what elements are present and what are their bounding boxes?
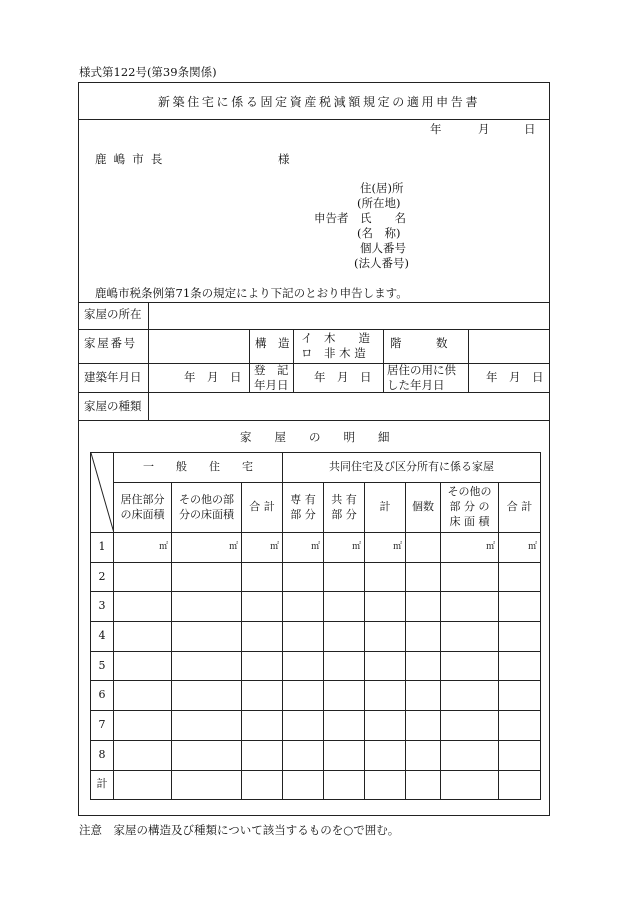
registered-label-1: 登 記 xyxy=(254,363,289,377)
col-other-area: その他の部 分の床面積 xyxy=(172,483,242,533)
table-row xyxy=(91,770,541,800)
table-cell[interactable] xyxy=(365,592,406,622)
table-cell[interactable] xyxy=(499,651,541,681)
area-unit[interactable]: ㎡ xyxy=(172,533,242,563)
table-cell[interactable] xyxy=(441,622,499,652)
declaration-text: 鹿嶋市税条例第71条の規定により下記のとおり申告します。 xyxy=(95,286,408,300)
table-cell[interactable] xyxy=(324,740,365,770)
table-cell[interactable] xyxy=(441,592,499,622)
area-unit[interactable]: ㎡ xyxy=(324,533,365,563)
table-cell[interactable] xyxy=(406,740,441,770)
table-cell[interactable] xyxy=(441,651,499,681)
table-cell[interactable] xyxy=(172,711,242,741)
table-cell[interactable] xyxy=(172,592,242,622)
note-text: 注意 家屋の構造及び種類について該当するものを○で囲む。 xyxy=(79,823,400,837)
col-exclusive-part: 専 有 部 分 xyxy=(283,483,324,533)
table-cell[interactable] xyxy=(172,770,242,800)
table-cell[interactable] xyxy=(283,770,324,800)
table-cell[interactable] xyxy=(172,562,242,592)
table-cell[interactable] xyxy=(324,622,365,652)
table-cell[interactable] xyxy=(114,622,172,652)
table-cell[interactable] xyxy=(324,562,365,592)
table-cell[interactable] xyxy=(499,592,541,622)
area-unit[interactable]: ㎡ xyxy=(499,533,541,563)
table-cell[interactable] xyxy=(406,770,441,800)
location-label: 家屋の所在 xyxy=(84,307,142,321)
table-cell[interactable] xyxy=(283,562,324,592)
row-number: 7 xyxy=(91,711,114,741)
table-cell[interactable] xyxy=(406,681,441,711)
table-cell[interactable] xyxy=(499,711,541,741)
form-number-label: 様式第122号(第39条関係) xyxy=(79,65,217,79)
applicant-corporate-number: (法人番号) xyxy=(354,256,409,270)
date-year: 年 xyxy=(430,122,442,136)
table-cell[interactable] xyxy=(324,770,365,800)
residence-date-value: 年 月 日 xyxy=(486,370,544,384)
table-row xyxy=(91,533,541,563)
table-cell[interactable] xyxy=(499,770,541,800)
row-number: 8 xyxy=(91,740,114,770)
table-cell[interactable] xyxy=(499,622,541,652)
structure-label: 構 造 xyxy=(255,336,290,350)
diagonal-line xyxy=(91,453,114,533)
general-house-header: 一 般 住 宅 xyxy=(114,453,283,483)
table-cell[interactable] xyxy=(406,651,441,681)
table-cell[interactable] xyxy=(406,622,441,652)
registered-date-value: 年 月 日 xyxy=(314,370,372,384)
table-cell[interactable] xyxy=(499,681,541,711)
table-cell[interactable] xyxy=(283,592,324,622)
table-cell[interactable] xyxy=(365,770,406,800)
table-cell[interactable] xyxy=(365,562,406,592)
table-cell[interactable] xyxy=(114,681,172,711)
applicant-address-sub: (所在地) xyxy=(357,196,401,210)
col-common-part: 共 有 部 分 xyxy=(324,483,365,533)
registered-label-2: 年月日 xyxy=(254,378,289,392)
table-row xyxy=(91,592,541,622)
table-cell[interactable] xyxy=(441,711,499,741)
table-cell[interactable] xyxy=(172,622,242,652)
col-units: 個数 xyxy=(406,483,441,533)
table-cell[interactable] xyxy=(242,681,283,711)
addressee: 鹿 嶋 市 長 xyxy=(95,152,165,166)
table-cell[interactable] xyxy=(324,651,365,681)
row-number: 計 xyxy=(91,770,114,800)
area-unit[interactable]: ㎡ xyxy=(114,533,172,563)
table-cell[interactable] xyxy=(172,681,242,711)
table-cell[interactable] xyxy=(242,622,283,652)
table-cell[interactable] xyxy=(242,592,283,622)
table-row xyxy=(91,681,541,711)
table-row xyxy=(91,651,541,681)
table-cell[interactable] xyxy=(365,681,406,711)
table-cell[interactable] xyxy=(441,740,499,770)
date-month: 月 xyxy=(478,122,490,136)
residence-label-1: 居住の用に供 xyxy=(387,363,456,377)
table-row xyxy=(91,622,541,652)
table-cell[interactable] xyxy=(114,711,172,741)
shared-house-header: 共同住宅及び区分所有に係る家屋 xyxy=(283,453,541,483)
residence-label-2: した年月日 xyxy=(387,378,445,392)
area-unit[interactable]: ㎡ xyxy=(283,533,324,563)
details-table xyxy=(90,452,541,800)
table-cell[interactable] xyxy=(283,651,324,681)
table-cell[interactable] xyxy=(406,711,441,741)
table-cell[interactable] xyxy=(499,740,541,770)
built-date-value: 年 月 日 xyxy=(184,370,242,384)
row-number: 4 xyxy=(91,622,114,652)
area-unit[interactable]: ㎡ xyxy=(441,533,499,563)
row-number: 2 xyxy=(91,562,114,592)
table-cell[interactable] xyxy=(172,740,242,770)
table-cell[interactable] xyxy=(114,770,172,800)
table-cell[interactable] xyxy=(242,770,283,800)
table-cell[interactable] xyxy=(283,740,324,770)
col-residential-area: 居住部分 の床面積 xyxy=(114,483,172,533)
table-cell[interactable] xyxy=(365,651,406,681)
table-cell[interactable] xyxy=(365,622,406,652)
table-cell[interactable] xyxy=(406,562,441,592)
built-date-label: 建築年月日 xyxy=(84,370,142,384)
table-cell[interactable] xyxy=(406,592,441,622)
table-cell[interactable] xyxy=(114,740,172,770)
table-row xyxy=(91,562,541,592)
table-cell[interactable] xyxy=(441,770,499,800)
row-number: 1 xyxy=(91,533,114,563)
applicant-name-sub: (名 称) xyxy=(357,226,401,240)
table-row xyxy=(91,711,541,741)
details-heading: 家 屋 の 明 細 xyxy=(240,430,390,444)
table-cell[interactable] xyxy=(283,622,324,652)
row-number: 3 xyxy=(91,592,114,622)
col-shared-total: 合 計 xyxy=(499,483,541,533)
table-cell[interactable] xyxy=(324,592,365,622)
table-cell[interactable] xyxy=(406,533,441,563)
table-cell[interactable] xyxy=(441,562,499,592)
date-day: 日 xyxy=(524,122,536,136)
table-cell[interactable] xyxy=(114,592,172,622)
applicant-name: 氏 名 xyxy=(360,211,406,225)
row-number: 5 xyxy=(91,651,114,681)
table-cell[interactable] xyxy=(114,562,172,592)
table-cell[interactable] xyxy=(242,740,283,770)
table-cell[interactable] xyxy=(283,681,324,711)
table-row xyxy=(91,740,541,770)
table-cell[interactable] xyxy=(365,740,406,770)
table-cell[interactable] xyxy=(114,651,172,681)
row-number: 6 xyxy=(91,681,114,711)
house-number-label: 家屋番号 xyxy=(84,336,137,350)
table-cell[interactable] xyxy=(242,562,283,592)
area-unit[interactable]: ㎡ xyxy=(242,533,283,563)
col-general-total: 合 計 xyxy=(242,483,283,533)
table-cell[interactable] xyxy=(242,651,283,681)
applicant-role: 申告者 xyxy=(314,211,349,225)
house-type-label: 家屋の種類 xyxy=(84,399,142,413)
col-sum: 計 xyxy=(365,483,406,533)
applicant-address: 住(居)所 xyxy=(360,181,404,195)
table-cell[interactable] xyxy=(324,711,365,741)
col-other-area-2: その他の 部 分 の 床 面 積 xyxy=(441,483,499,533)
table-cell[interactable] xyxy=(365,711,406,741)
table-cell[interactable] xyxy=(441,681,499,711)
table-cell[interactable] xyxy=(242,711,283,741)
table-cell[interactable] xyxy=(324,681,365,711)
addressee-honorific: 様 xyxy=(278,152,290,166)
diagonal-cell xyxy=(91,453,114,533)
area-unit[interactable]: ㎡ xyxy=(365,533,406,563)
table-cell[interactable] xyxy=(283,711,324,741)
structure-option-wood: イ 木 造 xyxy=(301,331,370,345)
applicant-personal-number: 個人番号 xyxy=(360,241,406,255)
form-title: 新築住宅に係る固定資産税減額規定の適用申告書 xyxy=(158,95,481,109)
floors-label: 階 数 xyxy=(390,336,448,350)
table-cell[interactable] xyxy=(172,651,242,681)
table-cell[interactable] xyxy=(499,562,541,592)
structure-option-nonwood: ロ 非 木 造 xyxy=(301,346,366,360)
